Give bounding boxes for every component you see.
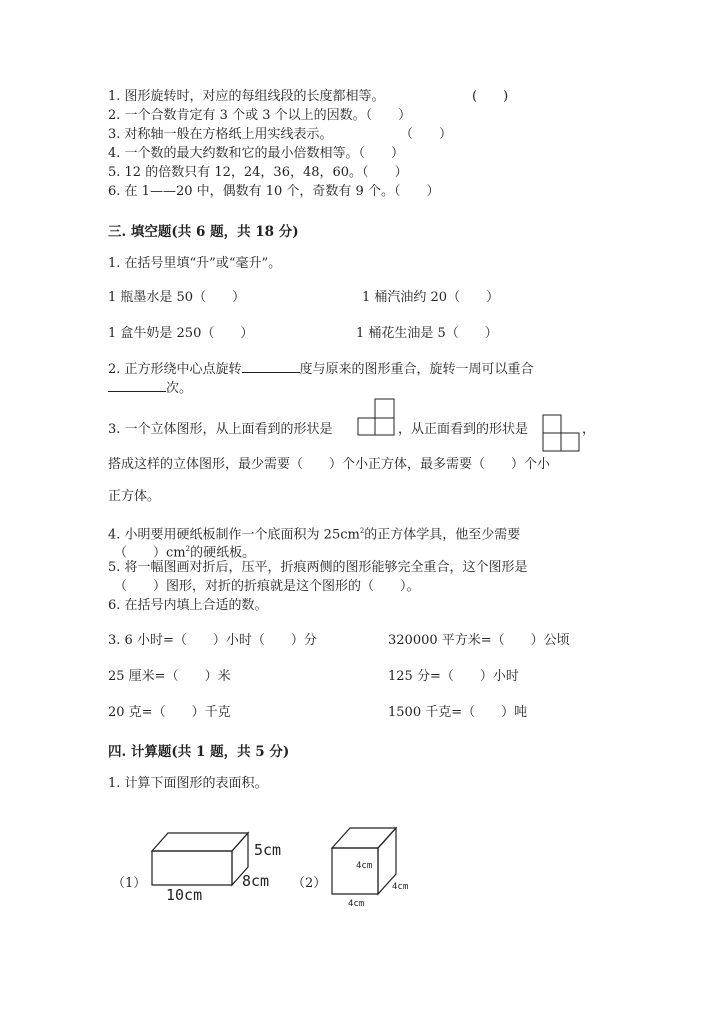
top-view-square-top: [375, 399, 394, 418]
judge-item-6-text: 6. 在 1——20 中，偶数有 10 个，奇数有 9 个。（: [108, 184, 401, 199]
s3-q6-c: 25 厘米=（ ）米: [108, 669, 231, 684]
judge-item-5-text: 5. 12 的倍数只有 12，24，36，48，60。（: [108, 165, 369, 180]
judge-item-3-text: 3. 对称轴一般在方格纸上用实线表示。: [108, 127, 333, 142]
s3-q4-line2: [114, 541, 255, 561]
s3-q3-line3: 正方体。: [108, 489, 161, 504]
s4-label-2: （2）: [292, 876, 327, 891]
judge-item-1-text: 1. 图形旋转时，对应的每组线段的长度都相等。: [108, 89, 385, 104]
cuboid-length-label: 10cm: [166, 886, 203, 904]
s3-q6-a: 3. 6 小时=（ ）小时（ ）分: [108, 633, 317, 648]
s3-q2-part2: 度与原来的图形重合，旋转一周可以重合: [299, 362, 534, 377]
s3-q3-part2: ，从正面看到的形状是: [398, 422, 529, 437]
top-view-square-left: [358, 418, 375, 435]
s3-q3-part3: ，: [582, 422, 596, 437]
front-view-square-bl: [543, 433, 561, 451]
judge-item-5-paren: ）: [368, 165, 408, 180]
section3-title: 三. 填空题(共 6 题，共 18 分): [108, 224, 299, 240]
cube-side-label: 4cm: [392, 882, 409, 892]
judge-item-2-text: 2. 一个合数肯定有 3 个或 3 个以上的因数。（: [108, 108, 373, 123]
s3-q6-b: 320000 平方米=（ ）公顷: [388, 633, 570, 648]
front-view-square-br: [561, 433, 579, 451]
judge-item-5: [108, 165, 408, 181]
front-view-square-top: [543, 415, 561, 433]
s3-q1-d: 1 桶花生油是 5（ ）: [356, 326, 498, 341]
judge-item-2: [108, 108, 411, 124]
cube-front-label: 4cm: [356, 861, 373, 871]
judge-item-4: [108, 146, 404, 162]
cube-bottom-label: 4cm: [348, 899, 365, 909]
s4-q1-stem: 1. 计算下面图形的表面积。: [108, 776, 268, 791]
s3-q2-part3: 次。: [166, 381, 193, 396]
judge-item-2-paren: ）: [372, 108, 412, 123]
front-view-figure: [542, 414, 582, 454]
s3-q2-line2: [108, 381, 192, 397]
cuboid-figure: [150, 831, 250, 891]
s3-q6-d: 125 分=（ ）小时: [388, 669, 519, 684]
s3-q6-f: 1500 千克=（ ）吨: [388, 705, 528, 720]
s3-q4-line2b: 的硬纸板。: [190, 545, 256, 561]
judge-item-4-paren: ）: [365, 146, 405, 161]
judge-item-6: [108, 184, 439, 200]
s3-q6-e: 20 克=（ ）千克: [108, 705, 231, 720]
blank-line: [108, 381, 166, 392]
blank-line: [242, 362, 300, 373]
s3-q5-line1: 5. 将一幅图画对折后，压平，折痕两侧的图形能够完全重合，这个图形是: [108, 560, 528, 575]
top-view-square-right: [375, 418, 394, 435]
s3-q3-part1: 3. 一个立体图形，从上面看到的形状是: [108, 422, 333, 437]
s3-q4-line1b: 的正方体学具，他至少需要: [364, 527, 521, 543]
s3-q4-sup2: 2: [185, 545, 191, 553]
s3-q6-stem: 6. 在括号内填上合适的数。: [108, 598, 268, 613]
s3-q4-sup1: 2: [359, 527, 365, 535]
cuboid-front-face: [152, 851, 232, 885]
judge-item-3-paren: （ ）: [400, 127, 453, 142]
judge-item-6-paren: ）: [400, 184, 440, 199]
s3-q5-line2: （ ）图形，对折的折痕就是这个图形的（ ）。: [114, 579, 420, 594]
s3-q1-c: 1 盒牛奶是 250（ ）: [108, 326, 254, 341]
s3-q2-part1: 2. 正方形绕中心点旋转: [108, 362, 242, 377]
s3-q4-line2a: （ ）cm: [114, 545, 186, 561]
judge-item-1-paren: ( ): [472, 89, 509, 104]
judge-item-1: [108, 89, 385, 105]
s3-q2-line1: [108, 362, 534, 378]
judge-item-4-text: 4. 一个数的最大约数和它的最小倍数相等。（: [108, 146, 366, 161]
s4-label-1: （1）: [112, 876, 147, 891]
s3-q1-stem: 1. 在括号里填“升”或“毫升”。: [108, 256, 282, 271]
cuboid-width-label: 8cm: [242, 872, 270, 890]
s3-q3-line2: 搭成这样的立体图形，最少需要（ ）个小正方体，最多需要（ ）个小: [108, 457, 551, 472]
s3-q1-b: 1 桶汽油约 20（ ）: [362, 290, 500, 305]
s3-q1-a: 1 瓶墨水是 50（ ）: [108, 290, 246, 305]
cuboid-height-label: 5cm: [254, 841, 282, 859]
top-view-figure: [357, 398, 397, 438]
s3-q4-line1a: 4. 小明要用硬纸板制作一个底面积为 25cm: [108, 527, 360, 543]
judge-item-3: [108, 127, 333, 143]
section4-title: 四. 计算题(共 1 题，共 5 分): [108, 744, 290, 760]
